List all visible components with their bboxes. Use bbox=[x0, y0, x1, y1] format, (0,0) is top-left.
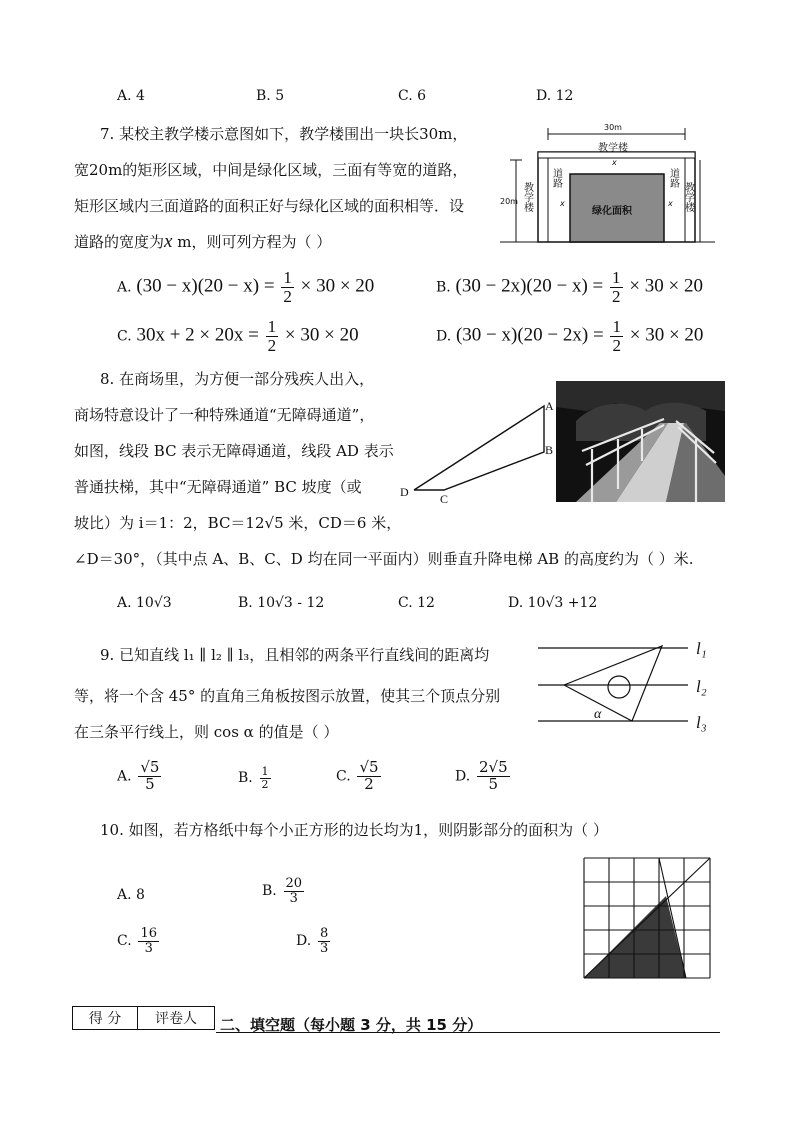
diagram-building-top: 教学楼 bbox=[598, 143, 628, 154]
q9-label-alpha: α bbox=[594, 707, 602, 722]
section2-title: 二、填空题（每小题 3 分，共 15 分） bbox=[220, 1016, 483, 1034]
q6-option-a: A. 4 bbox=[117, 88, 145, 104]
q8-option-a: A. 10√3 bbox=[117, 595, 172, 611]
q10-line1: 10. 如图，若方格纸中每个小正方形的边长均为1，则阴影部分的面积为（ ） bbox=[100, 821, 608, 839]
diagram-x-top: x bbox=[612, 158, 617, 167]
q8-line6: ∠D＝30°，（其中点 A、B、C、D 均在同一平面内）则垂直升降电梯 AB 的高度约为（ ）米. bbox=[74, 550, 694, 568]
q8-line3: 如图，线段 BC 表示无障碍通道，线段 AD 表示 bbox=[74, 442, 394, 460]
diagram-height-label: 20m bbox=[500, 197, 518, 206]
diagram-building-right: 教学楼 bbox=[682, 182, 694, 212]
q7-option-b: B. (30 − 2x)(20 − x) = $\frac{1}{2}$ × 30 × 20 bbox=[436, 268, 703, 306]
q9-line2: 等，将一个含 45° 的直角三角板按图示放置，使其三个顶点分别 bbox=[74, 687, 501, 705]
grader-cell: 评卷人 bbox=[138, 1007, 215, 1030]
score-cell: 得 分 bbox=[73, 1007, 138, 1030]
q8-option-b: B. 10√3 - 12 bbox=[238, 595, 325, 611]
q9-option-a: A. $\frac{√5}{5}$ bbox=[117, 758, 160, 793]
diagram-road-left: 道路 bbox=[550, 168, 562, 188]
q7-line4: 道路的宽度为x m，则可列方程为（ ） bbox=[74, 231, 332, 252]
q7-line1: 7. 某校主教学楼示意图如下，教学楼围出一块长30m， bbox=[100, 125, 468, 143]
diagram-x-right: x bbox=[668, 199, 673, 208]
q8-line1: 8. 在商场里，为方便一部分残疾人出入， bbox=[100, 370, 375, 388]
q7-option-a: A. (30 − x)(20 − x) = $\frac{1}{2}$ × 30 × 20 bbox=[117, 268, 375, 306]
q9-label-l3: l₃ bbox=[696, 713, 707, 732]
q9-option-b: B. $\frac{1}{2}$ bbox=[238, 765, 269, 791]
q7-option-c: C. 30x + 2 × 20x = $\frac{1}{2}$ × 30 × 20 bbox=[117, 317, 359, 355]
q8-point-b: B bbox=[545, 443, 554, 457]
q9-option-c: C. $\frac{√5}{2}$ bbox=[336, 758, 379, 793]
q9-line3: 在三条平行线上，则 cos α 的值是（ ） bbox=[74, 723, 339, 741]
q6-option-b: B. 5 bbox=[256, 88, 285, 104]
q8-line4: 普通扶梯，其中“无障碍通道” BC 坡度（或 bbox=[74, 478, 362, 496]
q9-label-l1: l₁ bbox=[696, 639, 707, 658]
q7-building-diagram bbox=[500, 122, 715, 248]
q8-point-c: C bbox=[440, 492, 449, 506]
q6-option-d: D. 12 bbox=[536, 88, 574, 104]
q9-line1: 9. 已知直线 l₁ ∥ l₂ ∥ l₃，且相邻的两条平行直线间的距离均 bbox=[100, 646, 490, 664]
q7-line3: 矩形区域内三面道路的面积正好与绿化区域的面积相等．设 bbox=[74, 197, 465, 215]
q8-ramp-diagram bbox=[396, 392, 556, 504]
q7-line2: 宽20m的矩形区域，中间是绿化区域，三面有等宽的道路， bbox=[74, 161, 468, 179]
q9-option-d: D. $\frac{2√5}{5}$ bbox=[455, 758, 508, 793]
q8-line2: 商场特意设计了一种特殊通道“无障碍通道”， bbox=[74, 406, 375, 424]
grade-table bbox=[72, 1006, 215, 1030]
q9-label-l2: l₂ bbox=[696, 677, 707, 696]
q6-option-c: C. 6 bbox=[398, 88, 427, 104]
section2-rule bbox=[216, 1032, 720, 1033]
q8-point-a: A bbox=[545, 399, 554, 413]
q9-parallel-lines-diagram bbox=[538, 636, 718, 732]
q10-option-c: C. $\frac{16}{3}$ bbox=[117, 926, 157, 956]
q10-option-a: A. 8 bbox=[117, 887, 145, 903]
q7-option-d: D. (30 − x)(20 − 2x) = $\frac{1}{2}$ × 30 × 20 bbox=[436, 317, 704, 355]
q10-option-d: D. $\frac{8}{3}$ bbox=[296, 926, 329, 956]
q8-option-c: C. 12 bbox=[398, 595, 435, 611]
q10-option-b: B. $\frac{20}{3}$ bbox=[262, 876, 303, 906]
q8-ramp-photo bbox=[556, 381, 725, 502]
diagram-building-left: 教学楼 bbox=[521, 182, 533, 212]
diagram-green-label: 绿化面积 bbox=[592, 206, 632, 217]
q8-line5: 坡比）为 i＝1：2，BC＝12√5 米，CD＝6 米， bbox=[74, 514, 402, 532]
q8-point-d: D bbox=[400, 485, 409, 499]
diagram-road-right: 道路 bbox=[667, 168, 679, 188]
diagram-x-left: x bbox=[560, 199, 565, 208]
q8-option-d: D. 10√3 +12 bbox=[508, 595, 598, 611]
q10-grid-diagram bbox=[584, 858, 710, 980]
diagram-width-label: 30m bbox=[604, 123, 622, 132]
